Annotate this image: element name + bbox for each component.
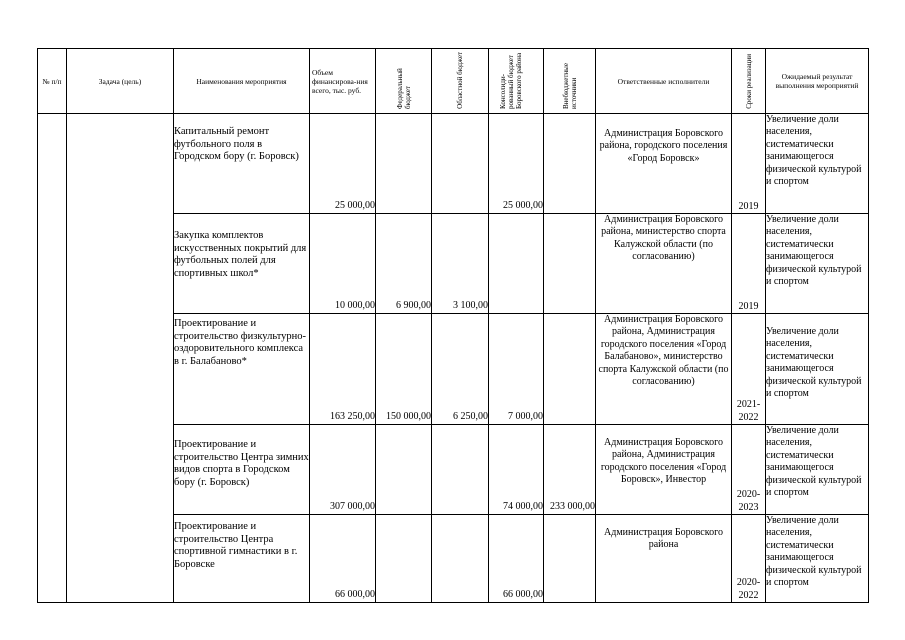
term-value: 2019 (732, 114, 766, 214)
regional-value: 3 100,00 (432, 214, 489, 314)
regional-value (432, 114, 489, 214)
header-task: Задача (цель) (67, 49, 174, 114)
federal-value: 150 000,00 (376, 314, 432, 425)
term-value: 2021-2022 (732, 314, 766, 425)
extrabudget-value: 233 000,00 (544, 425, 596, 515)
volume-value: 25 000,00 (310, 114, 376, 214)
consolidated-value (489, 214, 544, 314)
responsible-text: Администрация Боровского района, Администрация городского поселения «Город Балабаново», министерство спорта Калужской области (по согласованию) (596, 314, 732, 425)
responsible-text: Администрация Боровского района, министерство спорта Калужской области (по согласованию) (596, 214, 732, 314)
extrabudget-value (544, 114, 596, 214)
event-name: Проектирование и строительство Центра спортивной гимнастики в г. Боровске (174, 515, 310, 603)
program-table (37, 48, 869, 603)
header-row (38, 49, 869, 114)
consolidated-value: 66 000,00 (489, 515, 544, 603)
table-row (38, 114, 869, 214)
volume-value: 163 250,00 (310, 314, 376, 425)
event-name: Проектирование и строительство Центра зимних видов спорта в Городском бору (г. Боровск) (174, 425, 310, 515)
consolidated-value: 74 000,00 (489, 425, 544, 515)
federal-value (376, 515, 432, 603)
consolidated-value: 7 000,00 (489, 314, 544, 425)
header-volume: Объем финансирова-ния всего, тыс. руб. (310, 49, 376, 114)
extrabudget-value (544, 515, 596, 603)
federal-value (376, 425, 432, 515)
header-federal: Федеральный бюджет (376, 49, 432, 114)
regional-value: 6 250,00 (432, 314, 489, 425)
extrabudget-value (544, 314, 596, 425)
expected-result: Увеличение доли населения, систематически занимающегося физической культурой и спортом (766, 314, 869, 425)
event-name: Закупка комплектов искусственных покрытий для футбольных полей для спортивных школ* (174, 214, 310, 314)
responsible-text: Администрация Боровского района, Администрация городского поселения «Город Боровск», Инвестор (596, 425, 732, 515)
header-regional: Областной бюджет (432, 49, 489, 114)
volume-value: 66 000,00 (310, 515, 376, 603)
expected-result: Увеличение доли населения, систематически занимающегося физической культурой и спортом (766, 214, 869, 314)
responsible-text: Администрация Боровского района, городского поселения «Город Боровск» (596, 114, 732, 214)
header-term: Сроки реализации (732, 49, 766, 114)
event-name: Капитальный ремонт футбольного поля в Городском бору (г. Боровск) (174, 114, 310, 214)
row-number-cell (38, 114, 67, 603)
federal-value: 6 900,00 (376, 214, 432, 314)
expected-result: Увеличение доли населения, систематически занимающегося физической культурой и спортом (766, 114, 869, 214)
volume-value: 10 000,00 (310, 214, 376, 314)
responsible-text: Администрация Боровского района (596, 515, 732, 603)
header-consolidated: Консолиди-рованный бюджет Боровского района (489, 49, 544, 114)
consolidated-value: 25 000,00 (489, 114, 544, 214)
header-num: № п/п (38, 49, 67, 114)
header-name: Наименования мероприятия (174, 49, 310, 114)
header-responsible: Ответственные исполнители (596, 49, 732, 114)
term-value: 2020-2022 (732, 515, 766, 603)
extrabudget-value (544, 214, 596, 314)
volume-value: 307 000,00 (310, 425, 376, 515)
regional-value (432, 515, 489, 603)
regional-value (432, 425, 489, 515)
event-name: Проектирование и строительство физкультурно-оздоровительного комплекса в г. Балабаново* (174, 314, 310, 425)
term-value: 2020-2023 (732, 425, 766, 515)
header-extrabudget: Внебюджетные источники (544, 49, 596, 114)
federal-value (376, 114, 432, 214)
expected-result: Увеличение доли населения, систематически занимающегося физической культурой и спортом (766, 515, 869, 603)
expected-result: Увеличение доли населения, систематически занимающегося физической культурой и спортом (766, 425, 869, 515)
header-result: Ожидаемый результат выполнения мероприятий (766, 49, 869, 114)
term-value: 2019 (732, 214, 766, 314)
task-cell (67, 114, 174, 603)
